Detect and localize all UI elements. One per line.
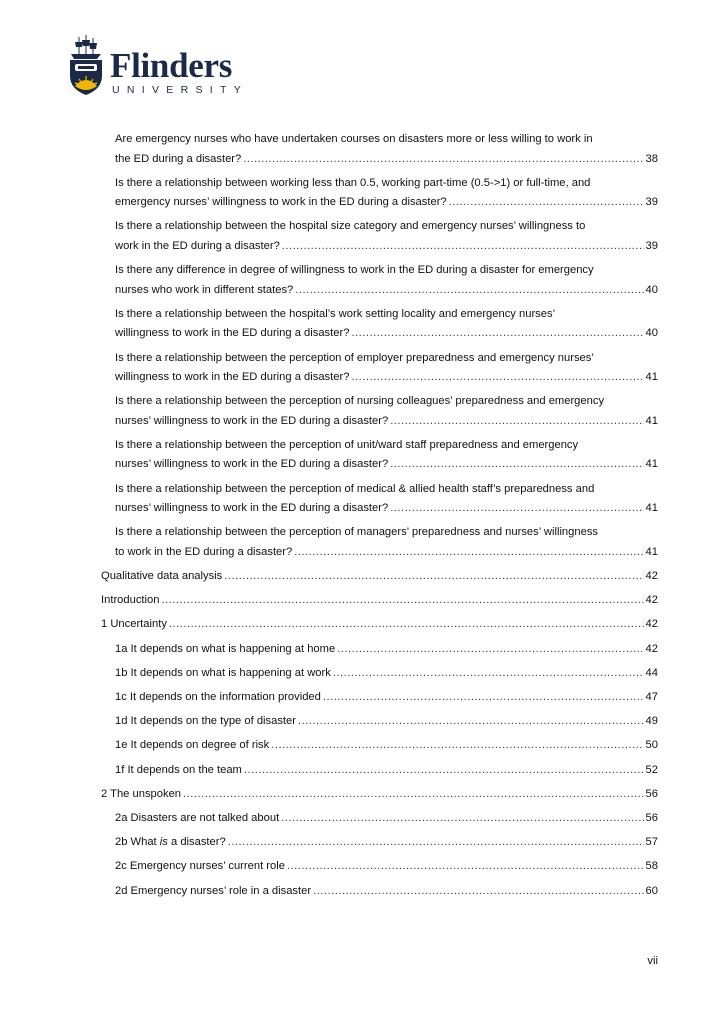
toc-page-number: 58 [645, 860, 658, 873]
logo-wordmark: Flinders [110, 46, 233, 85]
toc-entry-text: 2d Emergency nurses’ role in a disaster [115, 884, 312, 897]
dot-leader [271, 736, 643, 756]
toc-entry[interactable] [101, 567, 658, 587]
toc-entry[interactable] [115, 833, 658, 853]
dot-leader [449, 193, 644, 213]
toc-page-number: 41 [645, 458, 658, 471]
university-logo [66, 34, 249, 98]
dot-leader [169, 615, 644, 635]
toc-entry-text: nurses who work in different states? [115, 283, 294, 296]
toc-entry-text: Is there a relationship between the hospital’s work setting locality and emergency nurses’ [115, 307, 556, 320]
toc-entry[interactable] [115, 664, 658, 684]
toc-entry-text: Is there any difference in degree of willingness to work in the ED during a disaster for emergency [115, 264, 594, 277]
toc-page-number: 56 [645, 787, 658, 800]
toc-page-number: 42 [645, 642, 658, 655]
toc-page-number: 42 [645, 594, 658, 607]
toc-page-number: 42 [645, 570, 658, 582]
toc-entry-text: the ED during a disaster? [115, 152, 242, 165]
toc-entry[interactable] [115, 736, 658, 756]
toc-entry[interactable] [115, 523, 658, 562]
toc-entry[interactable] [115, 688, 658, 708]
toc-entry-text: Is there a relationship between the perception of medical & allied health staff’s preparedness and [115, 482, 595, 495]
dot-leader [243, 150, 643, 170]
toc-page-number: 44 [645, 666, 658, 679]
toc-entry-text: Is there a relationship between the perception of employer preparedness and emergency nurses’ [115, 351, 594, 364]
toc-page-number: 41 [645, 414, 658, 427]
dot-leader [323, 688, 644, 708]
toc-page-number: 41 [645, 502, 658, 515]
toc-page-number: 50 [645, 739, 658, 752]
toc-entry[interactable] [115, 809, 658, 829]
toc-entry-text: to work in the ED during a disaster? [115, 545, 293, 558]
toc-entry[interactable] [115, 130, 658, 169]
dot-leader [351, 368, 643, 388]
toc-page-number: 40 [645, 327, 658, 340]
dot-leader [333, 664, 644, 684]
toc-entry-text: nurses’ willingness to work in the ED during a disaster? [115, 414, 389, 427]
toc-page-number: 41 [645, 545, 658, 558]
toc-entry[interactable] [115, 305, 658, 344]
toc-entry[interactable] [115, 480, 658, 519]
toc-entry[interactable] [115, 761, 658, 781]
dot-leader [244, 761, 644, 781]
toc-entry-text: 1d It depends on the type of disaster [115, 715, 296, 728]
toc-entry-text: emergency nurses’ willingness to work in the ED during a disaster? [115, 196, 447, 209]
toc-entry[interactable] [115, 392, 658, 431]
dot-leader [337, 640, 643, 660]
toc-entry[interactable] [115, 174, 658, 213]
toc-entry-text: 1 Uncertainty [101, 618, 167, 631]
crest-icon [66, 34, 106, 96]
dot-leader [298, 712, 644, 732]
toc-entry-text: 1e It depends on degree of risk [115, 739, 270, 752]
dot-leader [294, 543, 643, 563]
toc-entry-text: 1f It depends on the team [115, 763, 242, 776]
toc-entry-text: nurses’ willingness to work in the ED during a disaster? [115, 458, 389, 471]
dot-leader [282, 237, 644, 257]
toc-page-number: 38 [645, 152, 658, 165]
page-number: vii [647, 955, 658, 967]
toc-entry[interactable] [101, 785, 658, 805]
toc-page-number: 56 [645, 812, 658, 824]
toc-entry[interactable] [115, 712, 658, 732]
dot-leader [183, 785, 644, 805]
dot-leader [281, 809, 643, 829]
toc-entry-text: Introduction [101, 594, 160, 607]
toc-entry[interactable] [115, 882, 658, 902]
toc-entry[interactable] [115, 261, 658, 300]
toc-entry-text: 1a It depends on what is happening at home [115, 642, 336, 655]
toc-page-number: 41 [645, 371, 658, 383]
toc-entry-text: 1b It depends on what is happening at work [115, 666, 331, 679]
dot-leader [313, 882, 643, 902]
dot-leader [161, 591, 643, 611]
dot-leader [228, 833, 644, 853]
toc-entry-text: Is there a relationship between the perception of managers’ preparedness and nurses’ willingness [115, 526, 599, 539]
dot-leader [295, 281, 643, 301]
logo-subtitle: UNIVERSITY [112, 84, 249, 96]
toc-entry[interactable] [101, 591, 658, 611]
toc-page-number: 40 [645, 283, 658, 296]
dot-leader [224, 567, 643, 587]
toc-entry[interactable] [115, 349, 658, 388]
toc-entry-text: Is there a relationship between the perception of unit/ward staff preparedness and emergency [115, 438, 579, 451]
toc-page-number: 47 [645, 691, 658, 703]
toc-page-number: 52 [645, 763, 658, 776]
toc-entry[interactable] [115, 436, 658, 475]
toc-entry-text: 1c It depends on the information provided [115, 691, 321, 703]
dot-leader [390, 412, 643, 432]
dot-leader [287, 857, 644, 877]
toc-entry-text: nurses’ willingness to work in the ED during a disaster? [115, 502, 389, 515]
dot-leader [351, 324, 643, 344]
toc-entry-text: 2b What is a disaster? [115, 836, 226, 849]
toc-page-number: 60 [645, 884, 658, 897]
toc-page-number: 39 [645, 239, 658, 252]
dot-leader [390, 499, 643, 519]
toc-entry-text: 2 The unspoken [101, 787, 182, 800]
toc-page-number: 39 [645, 196, 658, 209]
toc-entry-text: work in the ED during a disaster? [115, 239, 280, 252]
toc-page-number: 49 [645, 715, 658, 728]
toc-entry-text: 2c Emergency nurses’ current role [115, 860, 285, 873]
toc-entry-text: willingness to work in the ED during a disaster? [115, 371, 350, 383]
toc-entry-text: Qualitative data analysis [101, 570, 223, 582]
toc-entry[interactable] [115, 217, 658, 256]
toc-entry-text: Is there a relationship between the perception of nursing colleagues’ preparedness and emergency [115, 395, 605, 408]
toc-entry-text: 2a Disasters are not talked about [115, 812, 280, 824]
toc-page-number: 57 [645, 836, 658, 849]
toc-page-number: 42 [645, 618, 658, 631]
toc-entry-text: Are emergency nurses who have undertaken courses on disasters more or less willing to work in [115, 133, 593, 145]
toc-entry[interactable] [115, 640, 658, 660]
toc-entry-text: Is there a relationship between the hospital size category and emergency nurses’ willingness to [115, 220, 586, 233]
dot-leader [390, 455, 643, 475]
toc-entry[interactable] [101, 615, 658, 635]
toc-entry[interactable] [115, 857, 658, 877]
toc-entry-text: Is there a relationship between working less than 0.5, working part-time (0.5->1) or full-time, and [115, 176, 591, 189]
toc-entry-text: willingness to work in the ED during a disaster? [115, 327, 350, 340]
